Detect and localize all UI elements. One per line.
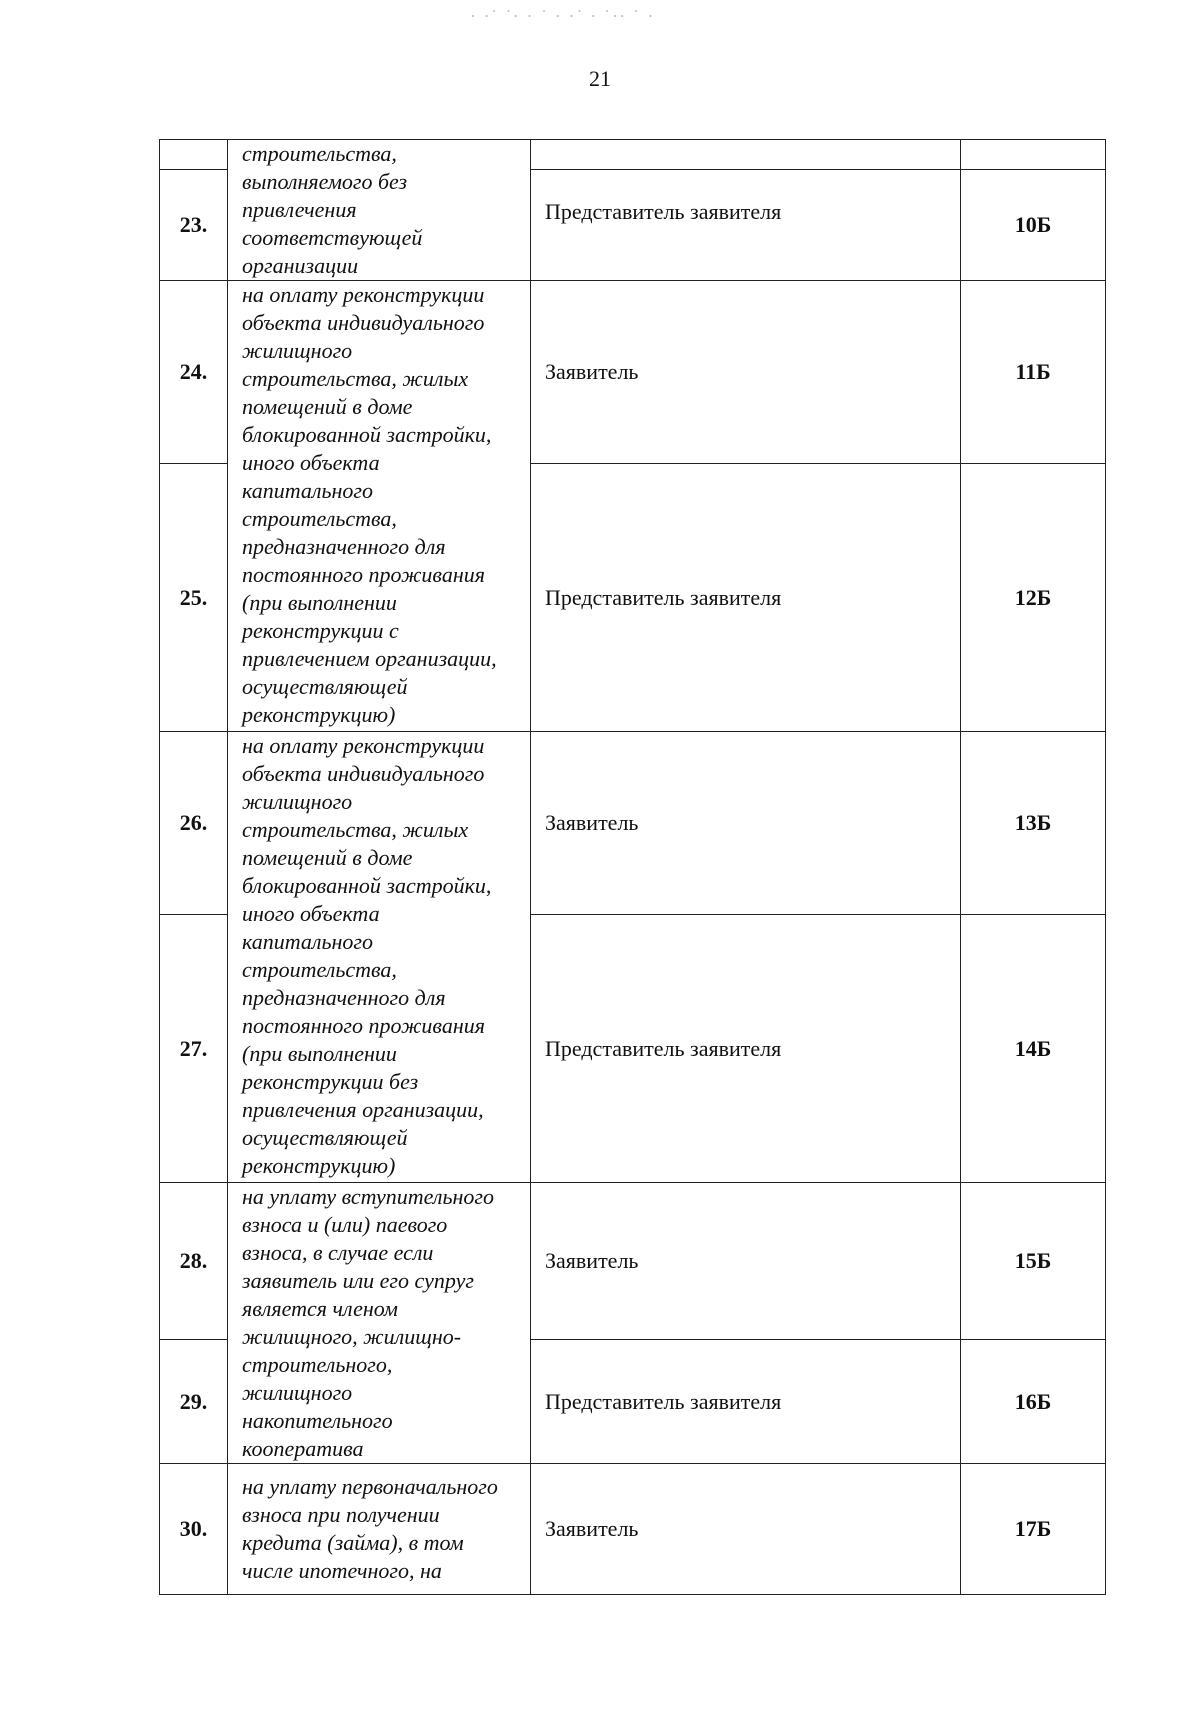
description-line: строительства, жилых <box>242 366 469 391</box>
row-number: 24. <box>160 281 228 464</box>
form-code: 11Б <box>961 281 1106 464</box>
row-number: 27. <box>160 915 228 1183</box>
description-line: привлечением организации, <box>242 646 497 671</box>
applicant-type: Представитель заявителя <box>531 915 961 1183</box>
description-line: строительства, <box>242 957 397 982</box>
applicant-type: Заявитель <box>531 1183 961 1340</box>
description-line: на оплату реконструкции <box>242 733 485 758</box>
description-line: (при выполнении <box>242 590 397 615</box>
description-line: строительства, <box>242 141 397 166</box>
form-code: 10Б <box>961 170 1106 281</box>
description-line: реконструкции с <box>242 618 399 643</box>
page-number: 21 <box>589 66 611 91</box>
description-line: взноса при получении <box>242 1502 440 1527</box>
description-line: предназначенного для <box>242 985 446 1010</box>
description-line: (при выполнении <box>242 1041 397 1066</box>
description-line: выполняемого без <box>242 169 408 194</box>
description-line: иного объекта <box>242 450 380 475</box>
form-code: 13Б <box>961 732 1106 915</box>
description-line: реконструкцию) <box>242 1153 396 1178</box>
description-line: на уплату вступительного <box>242 1184 494 1209</box>
description-line: заявитель или его супруг <box>242 1268 474 1293</box>
applicant-type: Представитель заявителя <box>531 464 961 732</box>
description-line: реконструкции без <box>242 1069 419 1094</box>
description-line: объекта индивидуального <box>242 310 485 335</box>
applicant-type: Заявитель <box>531 1464 961 1595</box>
description-line: строительства, <box>242 506 397 531</box>
table-row <box>160 1183 1106 1340</box>
description-line: на уплату первоначального <box>242 1474 498 1499</box>
form-code: 12Б <box>961 464 1106 732</box>
description-line: осуществляющей <box>242 1125 408 1150</box>
table-row <box>160 1464 1106 1595</box>
description-cell <box>228 281 531 732</box>
table-row <box>160 732 1106 915</box>
description-line: капитального <box>242 929 374 954</box>
description-line: жилищного <box>242 789 353 814</box>
row-number: 26. <box>160 732 228 915</box>
description-line: накопительного <box>242 1408 393 1433</box>
description-line: капитального <box>242 478 374 503</box>
description-line: кооператива <box>242 1436 364 1461</box>
description-line: осуществляющей <box>242 674 408 699</box>
description-line: постоянного проживания <box>242 562 485 587</box>
description-line: жилищного <box>242 1380 353 1405</box>
description-cell <box>228 732 531 1183</box>
table-row <box>160 281 1106 464</box>
form-code: 14Б <box>961 915 1106 1183</box>
table-row <box>160 140 1106 170</box>
description-line: привлечения организации, <box>242 1097 484 1122</box>
description-line: предназначенного для <box>242 534 446 559</box>
description-line: реконструкцию) <box>242 702 396 727</box>
row-number: 30. <box>160 1464 228 1595</box>
description-line: блокированной застройки, <box>242 422 492 447</box>
description-line: взноса, в случае если <box>242 1240 434 1265</box>
description-line: объекта индивидуального <box>242 761 485 786</box>
row-number: 29. <box>160 1340 228 1464</box>
row-number: 25. <box>160 464 228 732</box>
applicant-type: Заявитель <box>531 281 961 464</box>
description-line: блокированной застройки, <box>242 873 492 898</box>
form-code: 17Б <box>961 1464 1106 1595</box>
description-line: кредита (займа), в том <box>242 1530 464 1555</box>
description-line: иного объекта <box>242 901 380 926</box>
rates-table <box>159 139 1106 1595</box>
description-line: помещений в доме <box>242 394 413 419</box>
description-line: помещений в доме <box>242 845 413 870</box>
row-number: 23. <box>160 170 228 281</box>
row-number: 28. <box>160 1183 228 1340</box>
description-cell <box>228 140 531 281</box>
description-cell <box>228 1183 531 1464</box>
applicant-type: Заявитель <box>531 732 961 915</box>
description-line: взноса и (или) паевого <box>242 1212 448 1237</box>
form-code: 15Б <box>961 1183 1106 1340</box>
description-line: жилищного <box>242 338 353 363</box>
description-line: соответствующей <box>242 225 423 250</box>
description-line: жилищного, жилищно- <box>242 1324 462 1349</box>
description-line: постоянного проживания <box>242 1013 485 1038</box>
description-line: числе ипотечного, на <box>242 1558 442 1583</box>
description-line: на оплату реконструкции <box>242 282 485 307</box>
description-line: организации <box>242 253 359 278</box>
applicant-type: Представитель заявителя <box>531 170 961 281</box>
form-code: 16Б <box>961 1340 1106 1464</box>
description-line: является членом <box>242 1296 398 1321</box>
description-line: строительства, жилых <box>242 817 469 842</box>
applicant-type: Представитель заявителя <box>531 1340 961 1464</box>
description-line: строительного, <box>242 1352 393 1377</box>
description-cell <box>228 1464 531 1595</box>
scan-artifact: · ∙˙ ˙∙ · ˙ ∙ ·˙ ∙ ˙·∙ ˙ · <box>470 6 656 26</box>
description-line: привлечения <box>242 197 357 222</box>
